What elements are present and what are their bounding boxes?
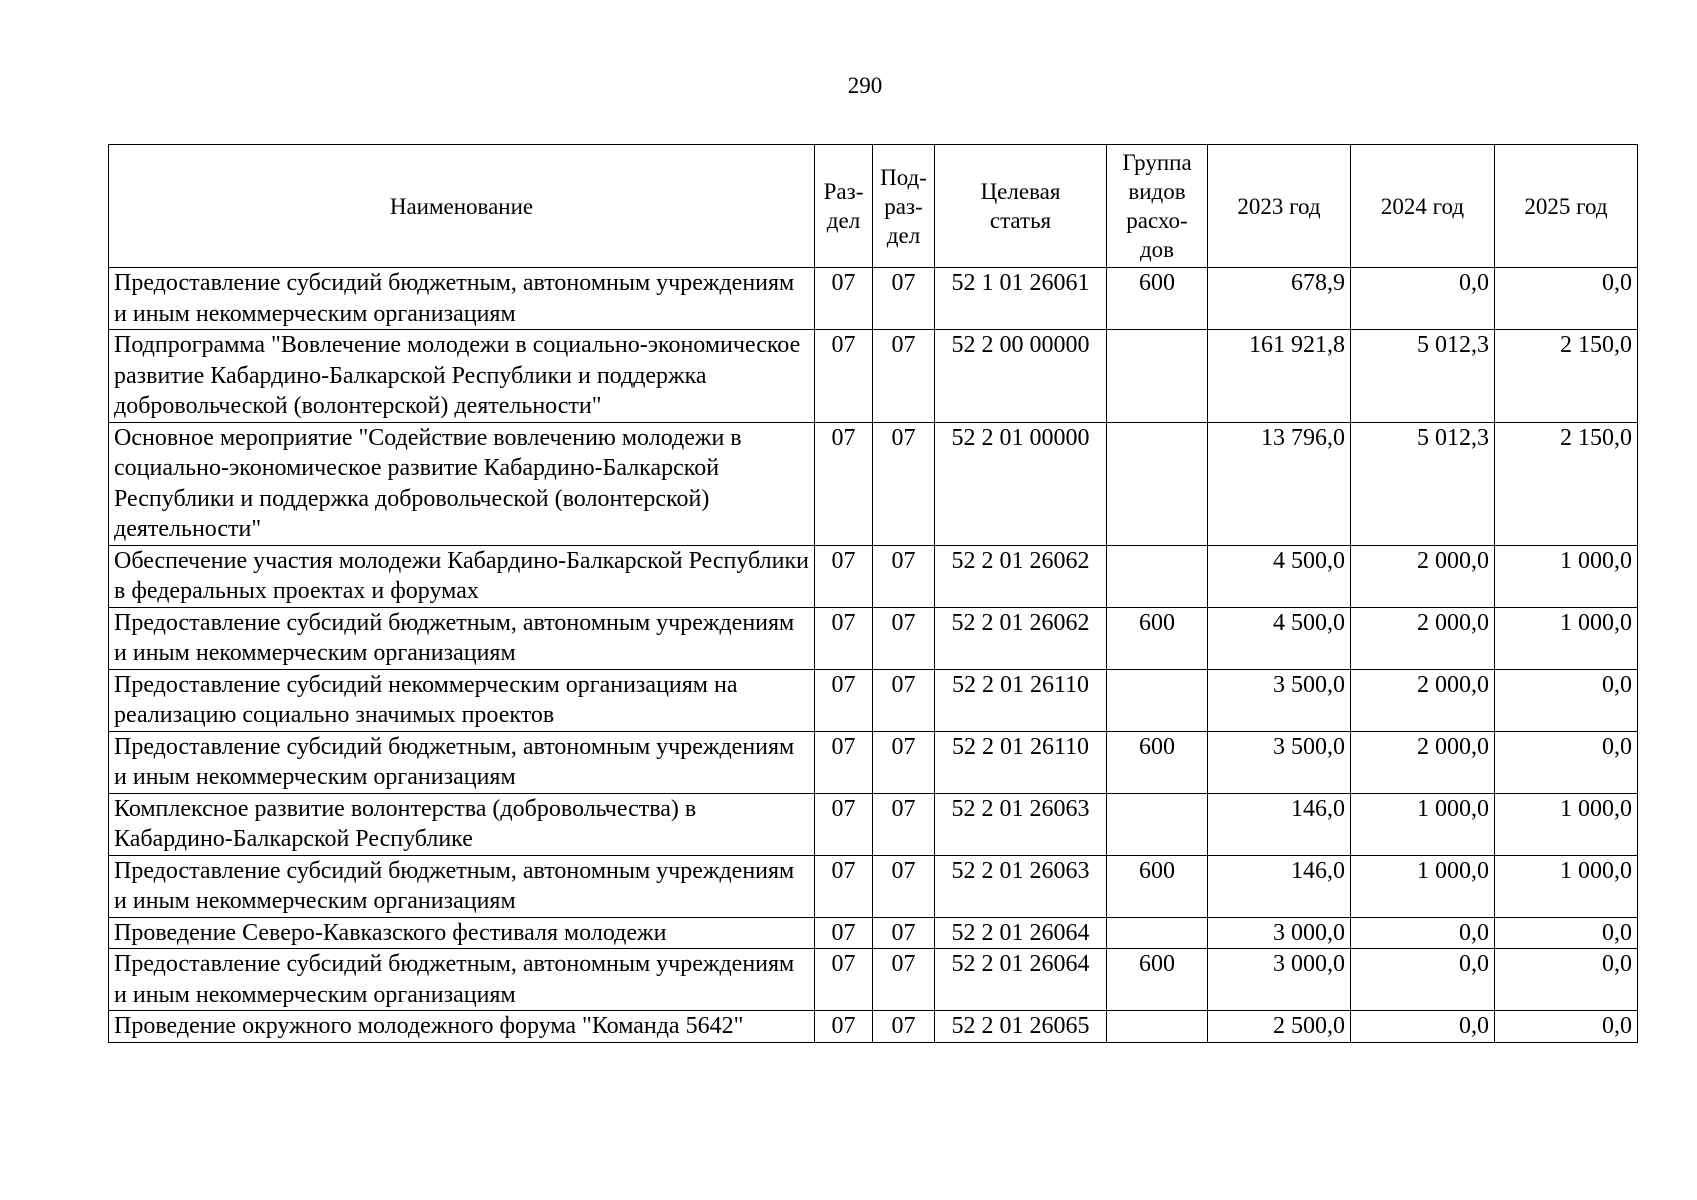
cell-target: 52 2 00 00000: [935, 330, 1107, 423]
cell-2023: 3 000,0: [1208, 917, 1351, 949]
cell-podrazdel: 07: [873, 855, 935, 917]
cell-podrazdel: 07: [873, 949, 935, 1011]
cell-name: Проведение Северо-Кавказского фестиваля молодежи: [109, 917, 815, 949]
cell-2025: 0,0: [1495, 949, 1638, 1011]
cell-2024: 2 000,0: [1351, 545, 1495, 607]
cell-group: [1107, 422, 1208, 545]
cell-name: Предоставление субсидий бюджетным, автономным учреждениям и иным некоммерческим организациям: [109, 731, 815, 793]
cell-group: 600: [1107, 607, 1208, 669]
cell-group: 600: [1107, 855, 1208, 917]
cell-name: Подпрограмма "Вовлечение молодежи в социально-экономическое развитие Кабардино-Балкарской Республики и поддержка добровольческой (волонтерской) деятельности": [109, 330, 815, 423]
cell-2023: 146,0: [1208, 793, 1351, 855]
cell-group: 600: [1107, 949, 1208, 1011]
cell-2024: 1 000,0: [1351, 793, 1495, 855]
cell-group: [1107, 793, 1208, 855]
table-body: [109, 268, 1638, 1043]
cell-2023: 4 500,0: [1208, 607, 1351, 669]
cell-2024: 0,0: [1351, 268, 1495, 330]
table-row: [109, 949, 1638, 1011]
cell-name: Предоставление субсидий бюджетным, автономным учреждениям и иным некоммерческим организациям: [109, 607, 815, 669]
cell-name: Обеспечение участия молодежи Кабардино-Балкарской Республики в федеральных проектах и форумах: [109, 545, 815, 607]
cell-2025: 1 000,0: [1495, 545, 1638, 607]
cell-razdel: 07: [815, 1011, 873, 1043]
table-row: [109, 793, 1638, 855]
header-group: Группа видов расхо- дов: [1107, 145, 1208, 268]
header-2024: 2024 год: [1351, 145, 1495, 268]
cell-podrazdel: 07: [873, 731, 935, 793]
header-razdel: Раз- дел: [815, 145, 873, 268]
cell-name: Предоставление субсидий бюджетным, автономным учреждениям и иным некоммерческим организациям: [109, 268, 815, 330]
cell-2024: 2 000,0: [1351, 607, 1495, 669]
cell-razdel: 07: [815, 855, 873, 917]
cell-target: 52 2 01 00000: [935, 422, 1107, 545]
cell-target: 52 2 01 26064: [935, 917, 1107, 949]
cell-target: 52 2 01 26062: [935, 607, 1107, 669]
table-row: [109, 607, 1638, 669]
header-2023: 2023 год: [1208, 145, 1351, 268]
cell-podrazdel: 07: [873, 545, 935, 607]
cell-group: [1107, 917, 1208, 949]
table-row: [109, 330, 1638, 423]
cell-2025: 1 000,0: [1495, 793, 1638, 855]
cell-group: 600: [1107, 731, 1208, 793]
cell-group: [1107, 545, 1208, 607]
cell-2024: 0,0: [1351, 917, 1495, 949]
cell-2023: 13 796,0: [1208, 422, 1351, 545]
cell-target: 52 2 01 26064: [935, 949, 1107, 1011]
cell-name: Проведение окружного молодежного форума "Команда 5642": [109, 1011, 815, 1043]
cell-group: [1107, 669, 1208, 731]
cell-podrazdel: 07: [873, 422, 935, 545]
cell-podrazdel: 07: [873, 669, 935, 731]
cell-name: Предоставление субсидий бюджетным, автономным учреждениям и иным некоммерческим организациям: [109, 949, 815, 1011]
cell-podrazdel: 07: [873, 330, 935, 423]
cell-2023: 678,9: [1208, 268, 1351, 330]
cell-group: [1107, 330, 1208, 423]
cell-group: [1107, 1011, 1208, 1043]
table-row: [109, 731, 1638, 793]
cell-target: 52 2 01 26065: [935, 1011, 1107, 1043]
cell-name: Предоставление субсидий бюджетным, автономным учреждениям и иным некоммерческим организациям: [109, 855, 815, 917]
cell-2023: 4 500,0: [1208, 545, 1351, 607]
cell-2025: 1 000,0: [1495, 607, 1638, 669]
table-row: [109, 669, 1638, 731]
cell-2025: 0,0: [1495, 669, 1638, 731]
cell-2024: 5 012,3: [1351, 330, 1495, 423]
cell-group: 600: [1107, 268, 1208, 330]
cell-target: 52 1 01 26061: [935, 268, 1107, 330]
table-row: [109, 1011, 1638, 1043]
cell-podrazdel: 07: [873, 917, 935, 949]
cell-2023: 3 500,0: [1208, 731, 1351, 793]
cell-2025: 0,0: [1495, 1011, 1638, 1043]
cell-razdel: 07: [815, 949, 873, 1011]
page-number: 290: [847, 73, 883, 98]
cell-2025: 2 150,0: [1495, 422, 1638, 545]
table-header: [109, 145, 1638, 268]
cell-target: 52 2 01 26063: [935, 793, 1107, 855]
cell-target: 52 2 01 26110: [935, 669, 1107, 731]
table-row: [109, 855, 1638, 917]
cell-2025: 0,0: [1495, 268, 1638, 330]
budget-table: [108, 144, 1638, 1043]
cell-podrazdel: 07: [873, 1011, 935, 1043]
table-row: [109, 422, 1638, 545]
cell-target: 52 2 01 26110: [935, 731, 1107, 793]
cell-2024: 5 012,3: [1351, 422, 1495, 545]
cell-2025: 1 000,0: [1495, 855, 1638, 917]
cell-razdel: 07: [815, 607, 873, 669]
cell-razdel: 07: [815, 268, 873, 330]
cell-razdel: 07: [815, 917, 873, 949]
cell-name: Комплексное развитие волонтерства (добровольчества) в Кабардино-Балкарской Республике: [109, 793, 815, 855]
cell-razdel: 07: [815, 669, 873, 731]
table-row: [109, 545, 1638, 607]
header-target: Целевая статья: [935, 145, 1107, 268]
cell-razdel: 07: [815, 793, 873, 855]
cell-podrazdel: 07: [873, 793, 935, 855]
cell-2023: 2 500,0: [1208, 1011, 1351, 1043]
cell-2025: 0,0: [1495, 731, 1638, 793]
header-podrazdel: Под- раз- дел: [873, 145, 935, 268]
cell-target: 52 2 01 26062: [935, 545, 1107, 607]
cell-2024: 0,0: [1351, 949, 1495, 1011]
cell-razdel: 07: [815, 731, 873, 793]
cell-2023: 146,0: [1208, 855, 1351, 917]
cell-2023: 3 000,0: [1208, 949, 1351, 1011]
header-2025: 2025 год: [1495, 145, 1638, 268]
cell-name: Предоставление субсидий некоммерческим организациям на реализацию социально значимых проектов: [109, 669, 815, 731]
cell-podrazdel: 07: [873, 607, 935, 669]
header-name: Наименование: [109, 145, 815, 268]
cell-2024: 2 000,0: [1351, 731, 1495, 793]
table-row: [109, 917, 1638, 949]
cell-2025: 0,0: [1495, 917, 1638, 949]
cell-razdel: 07: [815, 422, 873, 545]
cell-2024: 2 000,0: [1351, 669, 1495, 731]
cell-2025: 2 150,0: [1495, 330, 1638, 423]
cell-2023: 3 500,0: [1208, 669, 1351, 731]
cell-target: 52 2 01 26063: [935, 855, 1107, 917]
cell-name: Основное мероприятие "Содействие вовлечению молодежи в социально-экономическое развитие Кабардино-Балкарской Республики и поддержка добровольческой (волонтерской) деятельности": [109, 422, 815, 545]
cell-podrazdel: 07: [873, 268, 935, 330]
cell-2023: 161 921,8: [1208, 330, 1351, 423]
cell-2024: 1 000,0: [1351, 855, 1495, 917]
table-row: [109, 268, 1638, 330]
cell-razdel: 07: [815, 330, 873, 423]
cell-razdel: 07: [815, 545, 873, 607]
cell-2024: 0,0: [1351, 1011, 1495, 1043]
